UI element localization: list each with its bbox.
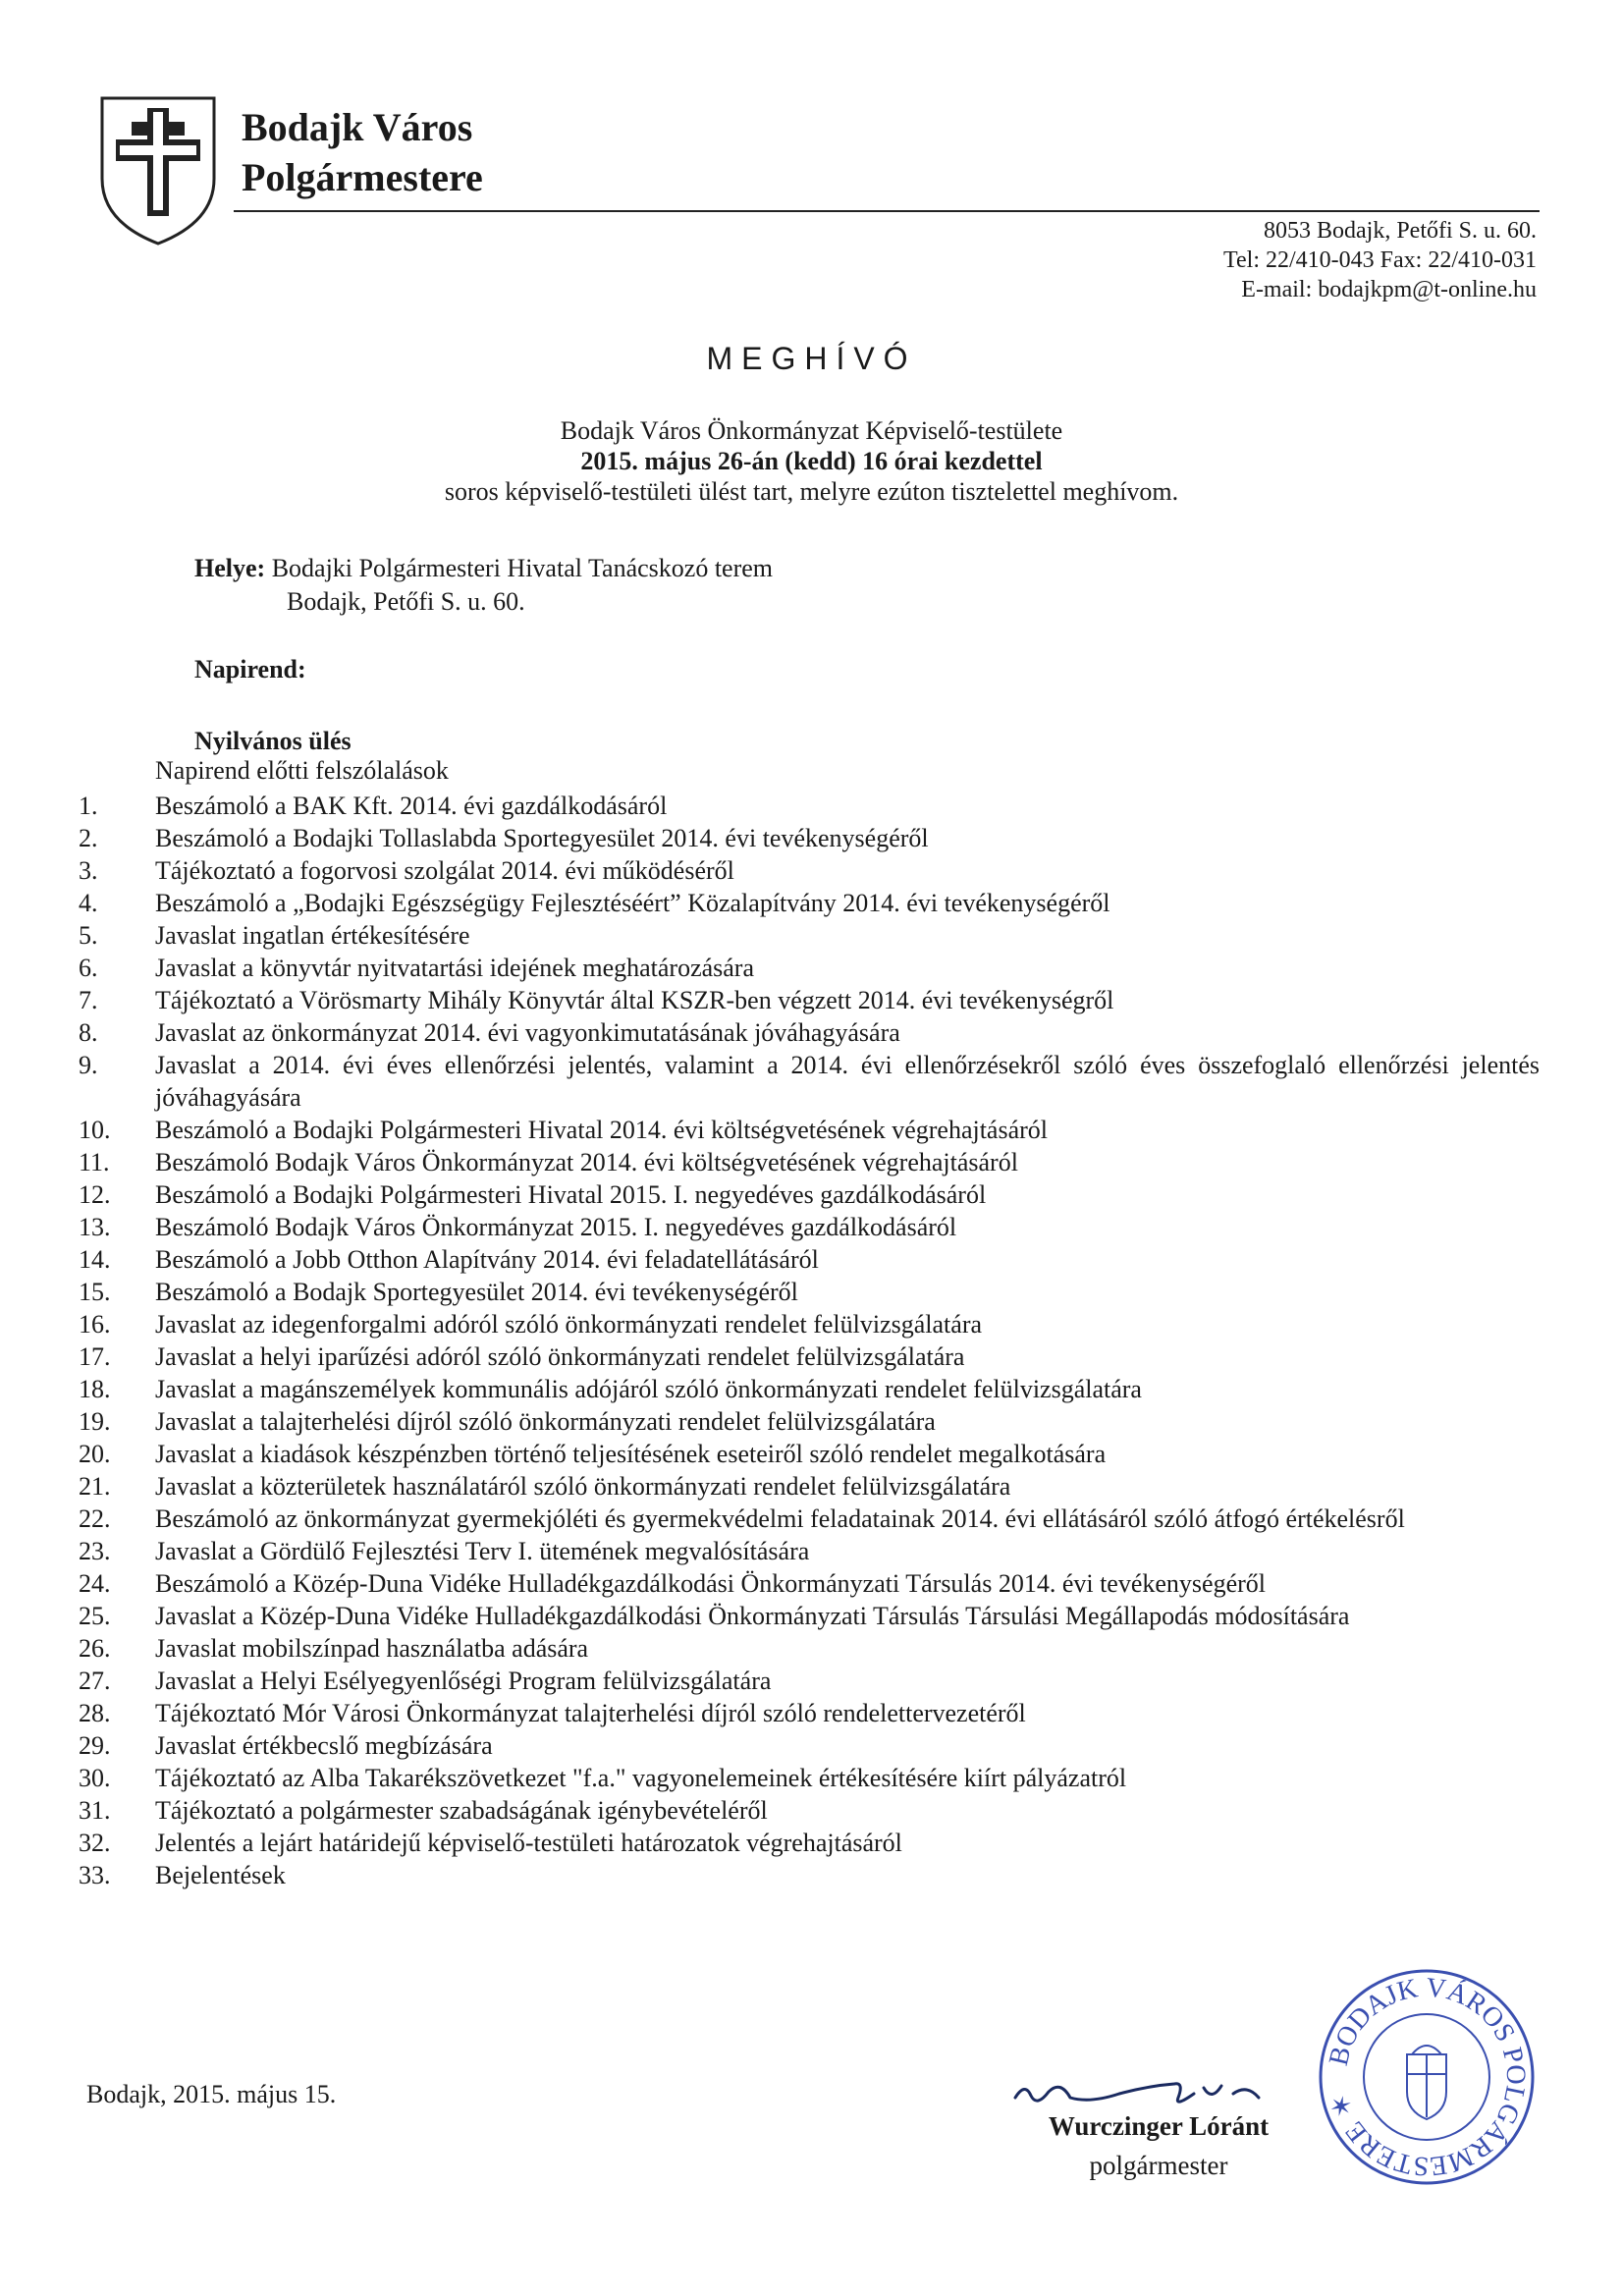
agenda-item-text: Beszámoló a Bodajk Sportegyesület 2014. évi tevékenységéről (155, 1278, 798, 1306)
agenda-item-number: 2. (79, 824, 98, 852)
agenda-heading: Napirend: (194, 655, 306, 683)
agenda-item-number: 17. (79, 1342, 111, 1371)
agenda-item-number: 10. (79, 1116, 111, 1144)
agenda-item-number: 13. (79, 1213, 111, 1241)
agenda-item (79, 1762, 1540, 1794)
venue-name: Bodajki Polgármesteri Hivatal Tanácskozó terem (271, 554, 774, 582)
agenda-item (79, 919, 1540, 952)
agenda-item-text: Javaslat az önkormányzat 2014. évi vagyonkimutatásának jóváhagyására (155, 1018, 900, 1047)
signer-role: polgármester (1089, 2151, 1228, 2180)
agenda-item-number: 19. (79, 1407, 111, 1436)
agenda-item-number: 12. (79, 1180, 111, 1209)
agenda-item-text: Javaslat a Közép-Duna Vidéke Hulladékgazdálkodási Önkormányzati Társulás Társulási Megállapodás módosítására (155, 1602, 1350, 1630)
agenda-item-text: Javaslat a magánszemélyek kommunális adójáról szóló önkormányzati rendelet felülvizsgálatára (155, 1375, 1142, 1403)
agenda-item-number: 28. (79, 1699, 111, 1727)
agenda-item (79, 952, 1540, 984)
agenda-item-number: 9. (79, 1051, 98, 1079)
public-session-heading: Nyilvános ülés (194, 727, 352, 755)
agenda-item-number: 14. (79, 1245, 111, 1274)
agenda-item-number: 32. (79, 1829, 111, 1857)
agenda-item-text: Javaslat a Gördülő Fejlesztési Terv I. ütemének megvalósítására (155, 1537, 810, 1565)
agenda-item-number: 27. (79, 1667, 111, 1695)
agenda-item (79, 1729, 1540, 1762)
agenda-item (79, 1567, 1540, 1600)
agenda-item-number: 29. (79, 1731, 111, 1760)
agenda-item-text: Beszámoló a Bodajki Polgármesteri Hivatal 2014. évi költségvetésének végrehajtásáról (155, 1116, 1049, 1144)
agenda-item (79, 1308, 1540, 1340)
agenda-item-text: Javaslat mobilszínpad használatba adására (155, 1634, 589, 1663)
agenda-item (79, 822, 1540, 854)
agenda-item (79, 1827, 1540, 1859)
agenda-item-number: 31. (79, 1796, 111, 1825)
agenda-item-text: Tájékoztató a Vörösmarty Mihály Könyvtár által KSZR-ben végzett 2014. évi tevékenységről (155, 986, 1114, 1014)
venue-label: Helye: (194, 554, 266, 582)
agenda-item-number: 3. (79, 856, 98, 885)
agenda-item-text: Javaslat a kiadások készpénzben történő teljesítésének eseteiről szóló rendelet megalkotására (155, 1440, 1107, 1468)
agenda-item-number: 4. (79, 889, 98, 917)
agenda-item-number: 7. (79, 986, 98, 1014)
agenda-item (79, 1600, 1540, 1632)
intro-block (0, 415, 1623, 507)
agenda-item (79, 984, 1540, 1016)
signer-name: Wurczinger Lóránt (1048, 2111, 1270, 2141)
agenda-item-text: Javaslat ingatlan értékesítésére (155, 921, 470, 950)
agenda-item-text: Bejelentések (155, 1861, 286, 1889)
agenda-item-text: Beszámoló a „Bodajki Egészségügy Fejlesztéséért” Közalapítvány 2014. évi tevékenységéről (155, 889, 1110, 917)
agenda-item-number: 1. (79, 792, 98, 820)
agenda-item-number: 23. (79, 1537, 111, 1565)
agenda-item (79, 1243, 1540, 1276)
agenda-item-number: 33. (79, 1861, 111, 1889)
agenda-item (79, 1859, 1540, 1891)
agenda-item-text: Javaslat értékbecslő megbízására (155, 1731, 493, 1760)
agenda-item (79, 1503, 1540, 1535)
agenda-item-text: Tájékoztató az Alba Takarékszövetkezet "f.a." vagyonelemeinek értékesítésére kiírt pályázatról (155, 1764, 1127, 1792)
coat-of-arms-icon (98, 94, 218, 247)
agenda-item (79, 1697, 1540, 1729)
agenda-item-text: Beszámoló Bodajk Város Önkormányzat 2015. I. negyedéves gazdálkodásáról (155, 1213, 957, 1241)
agenda-item-text: Javaslat az idegenforgalmi adóról szóló önkormányzati rendelet felülvizsgálatára (155, 1310, 983, 1339)
phone-fax: Tel: 22/410-043 Fax: 22/410-031 (1223, 247, 1537, 273)
venue-block (194, 552, 773, 619)
agenda-item (79, 1373, 1540, 1405)
agenda-item (79, 1211, 1540, 1243)
agenda-item-text: Javaslat a talajterhelési díjról szóló önkormányzati rendelet felülvizsgálatára (155, 1407, 936, 1436)
agenda-item-text: Tájékoztató a polgármester szabadságának igénybevételéről (155, 1796, 768, 1825)
official-stamp (1314, 1964, 1540, 2190)
agenda-item-number: 30. (79, 1764, 111, 1792)
agenda-item-text: Beszámoló Bodajk Város Önkormányzat 2014. évi költségvetésének végrehajtásáról (155, 1148, 1018, 1176)
agenda-item-number: 25. (79, 1602, 111, 1630)
agenda-item-text: Beszámoló az önkormányzat gyermekjóléti és gyermekvédelmi feladatainak 2014. évi ellátásáról szóló átfogó értékelésről (155, 1504, 1405, 1533)
svg-text:BODAJK VÁROS POLGÁRMESTERE ✶: BODAJK VÁROS POLGÁRMESTERE ✶ (1323, 1972, 1532, 2182)
agenda-item-text: Beszámoló a Közép-Duna Vidéke Hulladékgazdálkodási Önkormányzati Társulás 2014. évi tevékenységéről (155, 1569, 1266, 1598)
venue-address: Bodajk, Petőfi S. u. 60. (287, 587, 525, 616)
agenda-item (79, 790, 1540, 822)
agenda-list (79, 790, 1540, 1891)
agenda-item (79, 1016, 1540, 1049)
agenda-item (79, 854, 1540, 887)
agenda-item (79, 1178, 1540, 1211)
agenda-item-text: Jelentés a lejárt határidejű képviselő-testületi határozatok végrehajtásáról (155, 1829, 902, 1857)
agenda-item-number: 8. (79, 1018, 98, 1047)
agenda-item-text: Javaslat a helyi iparűzési adóról szóló önkormányzati rendelet felülvizsgálatára (155, 1342, 965, 1371)
agenda-item (79, 1632, 1540, 1665)
document-date: Bodajk, 2015. május 15. (86, 2080, 337, 2108)
agenda-item-number: 22. (79, 1504, 111, 1533)
agenda-item-text: Tájékoztató Mór Városi Önkormányzat talajterhelési díjról szóló rendelettervezetéről (155, 1699, 1026, 1727)
agenda-item (79, 1438, 1540, 1470)
agenda-item (79, 1340, 1540, 1373)
agenda-item-text: Javaslat a közterületek használatáról szóló önkormányzati rendelet felülvizsgálatára (155, 1472, 1011, 1501)
intro-line-3: soros képviselő-testületi ülést tart, melyre ezúton tisztelettel meghívom. (444, 477, 1179, 506)
agenda-item (79, 1146, 1540, 1178)
organization-title: Polgármestere (242, 155, 483, 199)
agenda-item-number: 26. (79, 1634, 111, 1663)
agenda-item-text: Javaslat a könyvtár nyitvatartási idejének meghatározására (155, 954, 755, 982)
agenda-item (79, 1535, 1540, 1567)
agenda-item-text: Beszámoló a Jobb Otthon Alapítvány 2014. évi feladatellátásáról (155, 1245, 819, 1274)
agenda-item-text: Javaslat a Helyi Esélyegyenlőségi Program felülvizsgálatára (155, 1667, 772, 1695)
header-divider (234, 210, 1540, 212)
agenda-item-number: 24. (79, 1569, 111, 1598)
document-title: MEGHÍVÓ (706, 341, 917, 376)
agenda-item (79, 1665, 1540, 1697)
agenda-item (79, 1794, 1540, 1827)
agenda-item (79, 1405, 1540, 1438)
agenda-item-text: Tájékoztató a fogorvosi szolgálat 2014. évi működéséről (155, 856, 734, 885)
agenda-item (79, 887, 1540, 919)
agenda-item (79, 1470, 1540, 1503)
agenda-item-number: 20. (79, 1440, 111, 1468)
agenda-item-number: 18. (79, 1375, 111, 1403)
address: 8053 Bodajk, Petőfi S. u. 60. (1263, 218, 1537, 244)
agenda-item-number: 15. (79, 1278, 111, 1306)
agenda-item (79, 1049, 1540, 1114)
agenda-item (79, 1114, 1540, 1146)
agenda-item-number: 21. (79, 1472, 111, 1501)
agenda-item-text: Javaslat a 2014. évi éves ellenőrzési jelentés, valamint a 2014. évi ellenőrzésekről szóló éves összefoglaló ellenőrzési jelentés jóváhagyására (155, 1051, 1540, 1112)
agenda-item-number: 5. (79, 921, 98, 950)
organization-name: Bodajk Város (242, 105, 473, 149)
agenda-item-text: Beszámoló a Bodajki Polgármesteri Hivatal 2015. I. negyedéves gazdálkodásáról (155, 1180, 987, 1209)
agenda-item-text: Beszámoló a BAK Kft. 2014. évi gazdálkodásáról (155, 792, 668, 820)
agenda-item-number: 6. (79, 954, 98, 982)
intro-line-1: Bodajk Város Önkormányzat Képviselő-testülete (560, 416, 1063, 445)
agenda-item-number: 16. (79, 1310, 111, 1339)
contact-block (1223, 216, 1537, 304)
agenda-item (79, 1276, 1540, 1308)
pre-agenda-remarks: Napirend előtti felszólalások (155, 756, 449, 785)
email: E-mail: bodajkpm@t-online.hu (1241, 277, 1537, 302)
meeting-date: 2015. május 26-án (kedd) 16 órai kezdettel (580, 447, 1043, 475)
agenda-item-number: 11. (79, 1148, 110, 1176)
agenda-item-text: Beszámoló a Bodajki Tollaslabda Sportegyesület 2014. évi tevékenységéről (155, 824, 929, 852)
